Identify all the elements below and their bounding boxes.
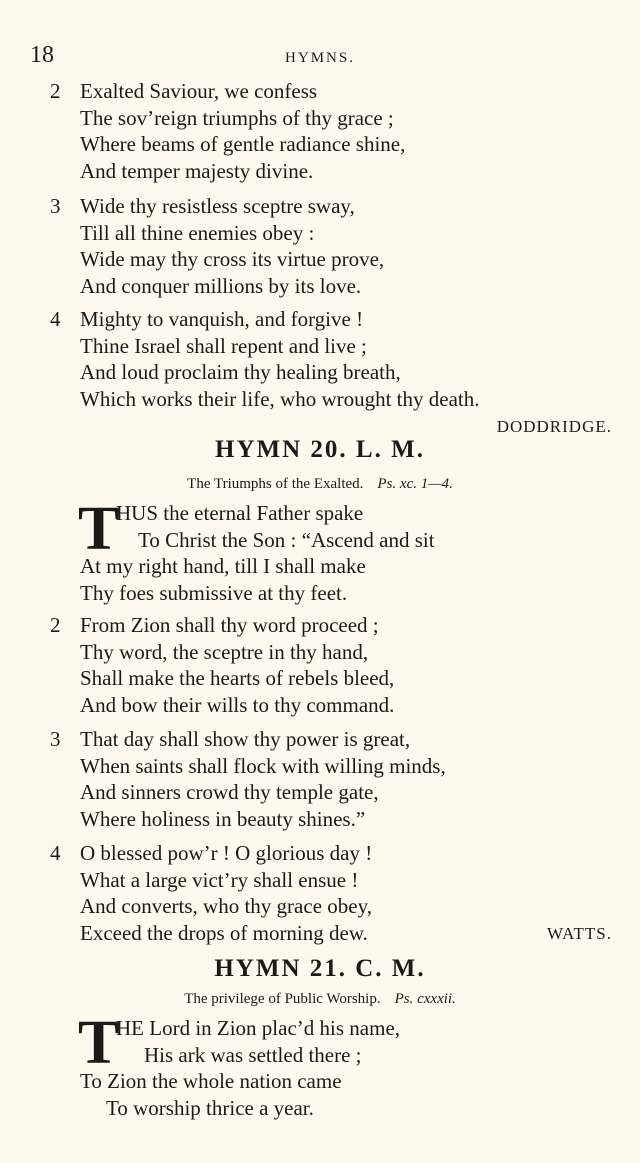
verse-line: And bow their wills to thy command. [80, 692, 395, 717]
verse-line: When saints shall flock with willing minds, [80, 753, 446, 778]
hymn-20-stanza-3 [50, 726, 630, 832]
stanza-number: 2 [50, 79, 61, 103]
drop-cap: T [78, 1009, 120, 1077]
hymn-21-stanza-1 [80, 1015, 620, 1121]
verse-line: What a large vict’ry shall ensue ! [80, 867, 359, 892]
verse-line: Wide thy resistless sceptre sway, [80, 194, 355, 218]
verse-line: Where holiness in beauty shines.” [80, 806, 366, 831]
verse-line: Till all thine enemies obey : [80, 220, 315, 245]
verse-line: And loud proclaim thy healing breath, [80, 360, 401, 384]
verse-line: Wide may thy cross its virtue prove, [80, 247, 385, 271]
stanza-number: 2 [50, 613, 61, 637]
verse-line: Which works their life, who wrought thy death. [80, 386, 480, 411]
stanza-number: 4 [50, 307, 61, 331]
scripture-reference: Ps. xc. 1—4. [377, 476, 453, 492]
verse-line: To worship thrice a year. [106, 1095, 314, 1120]
hymn-20-stanza-2 [50, 612, 630, 718]
verse-line: Thine Israel shall repent and live ; [80, 333, 367, 358]
verse-line: HE Lord in Zion plac’d his name, [116, 1016, 401, 1040]
verse-line: Exalted Saviour, we confess [80, 79, 318, 103]
scripture-reference: Ps. cxxxii. [394, 991, 456, 1007]
verse-line: To Christ the Son : “Ascend and sit [138, 527, 435, 552]
hymn-20-stanza-1 [78, 495, 620, 606]
verse-line: Mighty to vanquish, and forgive ! [80, 307, 364, 331]
verse-line: And conquer millions by its love. [80, 273, 362, 298]
page-header [30, 42, 610, 72]
stanza-top-3 [50, 193, 630, 299]
verse-line: Thy word, the sceptre in thy hand, [80, 639, 369, 664]
hymn-20-stanza-4 [50, 840, 630, 946]
verse-line: And sinners crowd thy temple gate, [80, 780, 379, 804]
hymn-21-title: HYMN 21. C. M. [214, 955, 426, 982]
stanza-top-2 [50, 78, 630, 184]
verse-line: And converts, who thy grace obey, [80, 894, 372, 918]
stanza-number: 3 [50, 727, 61, 751]
subtitle-text: The privilege of Public Worship. [184, 991, 381, 1007]
verse-line: To Zion the whole nation came [80, 1069, 342, 1093]
verse-line: O blessed pow’r ! O glorious day ! [80, 841, 373, 865]
stanza-number: 4 [50, 841, 61, 865]
verse-line: Exceed the drops of morning dew. [80, 920, 368, 945]
hymn-20-title: HYMN 20. L. M. [215, 436, 425, 463]
verse-line: From Zion shall thy word proceed ; [80, 613, 379, 637]
verse-line: That day shall show thy power is great, [80, 727, 411, 751]
verse-line: And temper majesty divine. [80, 158, 314, 183]
verse-line: HUS the eternal Father spake [116, 501, 364, 525]
verse-line: The sov’reign triumphs of thy grace ; [80, 105, 394, 130]
verse-line: His ark was settled there ; [144, 1042, 362, 1067]
stanza-top-4 [50, 306, 630, 412]
author-signature: WATTS. [546, 924, 612, 943]
hymn-21-subtitle [0, 991, 640, 1008]
verse-line: Thy foes submissive at thy feet. [80, 580, 348, 605]
drop-cap: T [78, 495, 120, 563]
hymn-20-subtitle [0, 476, 640, 493]
author-signature: DODDRIDGE. [496, 417, 612, 436]
running-head: HYMNS. [285, 50, 355, 66]
page-number: 18 [30, 42, 54, 68]
verse-line: At my right hand, till I shall make [80, 554, 366, 578]
verse-line: Where beams of gentle radiance shine, [80, 132, 406, 156]
subtitle-text: The Triumphs of the Exalted. [187, 476, 364, 492]
verse-line: Shall make the hearts of rebels bleed, [80, 666, 395, 690]
stanza-number: 3 [50, 194, 61, 218]
